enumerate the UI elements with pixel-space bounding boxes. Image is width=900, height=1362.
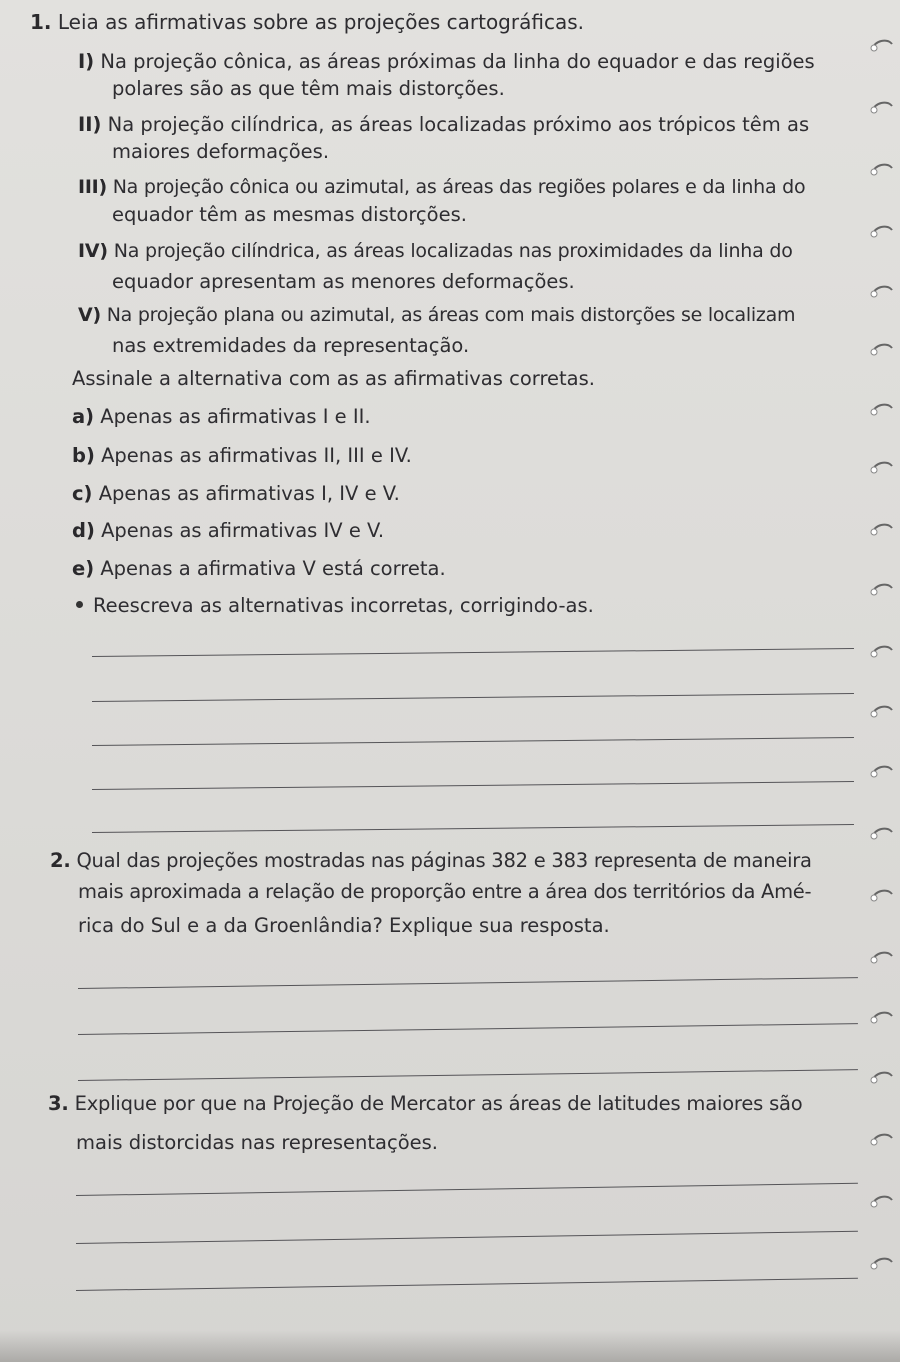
option-b-text: Apenas as afirmativas II, III e IV. <box>101 444 412 467</box>
answer-line[interactable] <box>76 1231 858 1244</box>
answer-line[interactable] <box>76 1183 858 1196</box>
answer-line[interactable] <box>92 824 854 833</box>
answer-line[interactable] <box>92 648 854 657</box>
statement-3-line-2: equador têm as mesmas distorções. <box>112 203 467 226</box>
statement-4-text-1: Na projeção cilíndrica, as áreas localizadas nas proximidades da linha do <box>113 240 793 262</box>
question-2-line-1 <box>50 849 812 873</box>
spiral-ring-icon <box>868 458 894 478</box>
spiral-ring-icon <box>868 520 894 540</box>
answer-line[interactable] <box>76 1278 858 1291</box>
statement-3-text-1: Na projeção cônica ou azimutal, as áreas das regiões polares e da linha do <box>112 176 806 198</box>
statement-5-text-1: Na projeção plana ou azimutal, as áreas com mais distorções se localizam <box>106 304 796 326</box>
spiral-ring-icon <box>868 340 894 360</box>
option-a-letter: a) <box>72 405 95 428</box>
spiral-ring-icon <box>868 762 894 782</box>
spiral-ring-icon <box>868 1254 894 1274</box>
question-1-instruction: Assinale a alternativa com as as afirmativas corretas. <box>72 367 595 390</box>
statement-1-text-1: Na projeção cônica, as áreas próximas da linha do equador e das regiões <box>100 50 815 73</box>
question-2-text-1: Qual das projeções mostradas nas páginas 382 e 383 representa de maneira <box>76 849 812 872</box>
statement-5-roman: V) <box>78 304 101 326</box>
statement-4-roman: IV) <box>78 240 108 262</box>
option-b <box>72 444 412 468</box>
option-a <box>72 405 371 429</box>
option-c-text: Apenas as afirmativas I, IV e V. <box>98 482 400 505</box>
spiral-ring-icon <box>868 1008 894 1028</box>
option-d-letter: d) <box>72 519 95 542</box>
spiral-ring-icon <box>868 36 894 56</box>
spiral-ring-icon <box>868 282 894 302</box>
question-1-number: 1. <box>30 10 52 34</box>
answer-line[interactable] <box>92 781 854 790</box>
statement-2-text-1: Na projeção cilíndrica, as áreas localizadas próximo aos trópicos têm as <box>107 113 810 136</box>
option-e <box>72 557 446 581</box>
spiral-ring-icon <box>868 222 894 242</box>
question-2-line-3: rica do Sul e a da Groenlândia? Explique sua resposta. <box>78 914 610 937</box>
statement-5-line-1 <box>78 303 795 327</box>
page-bottom-shadow <box>0 1330 900 1362</box>
answer-line[interactable] <box>78 1069 858 1081</box>
option-c <box>72 482 400 506</box>
statement-5-line-2: nas extremidades da representação. <box>112 334 470 357</box>
option-b-letter: b) <box>72 444 95 467</box>
spiral-ring-icon <box>868 824 894 844</box>
question-3-text-1: Explique por que na Projeção de Mercator as áreas de latitudes maiores são <box>74 1092 803 1115</box>
question-2-number: 2. <box>50 849 71 872</box>
option-c-letter: c) <box>72 482 93 505</box>
bullet-task-text: Reescreva as alternativas incorretas, corrigindo-as. <box>93 594 594 617</box>
answer-line[interactable] <box>92 737 854 746</box>
spiral-ring-icon <box>868 886 894 906</box>
question-1-prompt <box>30 10 584 34</box>
statement-1-line-2: polares são as que têm mais distorções. <box>112 77 505 100</box>
answer-line[interactable] <box>78 977 858 989</box>
bullet-icon <box>76 601 83 608</box>
spiral-ring-icon <box>868 160 894 180</box>
spiral-ring-icon <box>868 1130 894 1150</box>
question-1-text: Leia as afirmativas sobre as projeções cartográficas. <box>57 10 584 34</box>
answer-line[interactable] <box>92 693 854 702</box>
spiral-ring-icon <box>868 98 894 118</box>
option-a-text: Apenas as afirmativas I e II. <box>100 405 371 428</box>
spiral-ring-icon <box>868 948 894 968</box>
spiral-ring-icon <box>868 580 894 600</box>
option-d-text: Apenas as afirmativas IV e V. <box>101 519 385 542</box>
spiral-ring-icon <box>868 642 894 662</box>
option-e-text: Apenas a afirmativa V está correta. <box>100 557 446 580</box>
option-e-letter: e) <box>72 557 95 580</box>
statement-4-line-2: equador apresentam as menores deformações. <box>112 270 575 293</box>
statement-3-line-1 <box>78 175 805 199</box>
statement-1-line-1 <box>78 50 815 74</box>
spiral-ring-icon <box>868 702 894 722</box>
question-2-line-2: mais aproximada a relação de proporção entre a área dos territórios da Amé- <box>78 880 812 903</box>
statement-2-line-1 <box>78 113 809 137</box>
question-3-number: 3. <box>48 1092 69 1115</box>
statement-4-line-1 <box>78 239 793 263</box>
question-3-line-1 <box>48 1092 803 1116</box>
statement-3-roman: III) <box>78 176 107 198</box>
answer-line[interactable] <box>78 1023 858 1035</box>
statement-1-roman: I) <box>78 50 95 73</box>
spiral-ring-icon <box>868 1192 894 1212</box>
question-3-line-2: mais distorcidas nas representações. <box>76 1131 438 1154</box>
spiral-ring-icon <box>868 400 894 420</box>
option-d <box>72 519 384 543</box>
spiral-ring-icon <box>868 1068 894 1088</box>
statement-2-line-2: maiores deformações. <box>112 140 330 163</box>
statement-2-roman: II) <box>78 113 102 136</box>
bullet-task <box>76 594 594 618</box>
